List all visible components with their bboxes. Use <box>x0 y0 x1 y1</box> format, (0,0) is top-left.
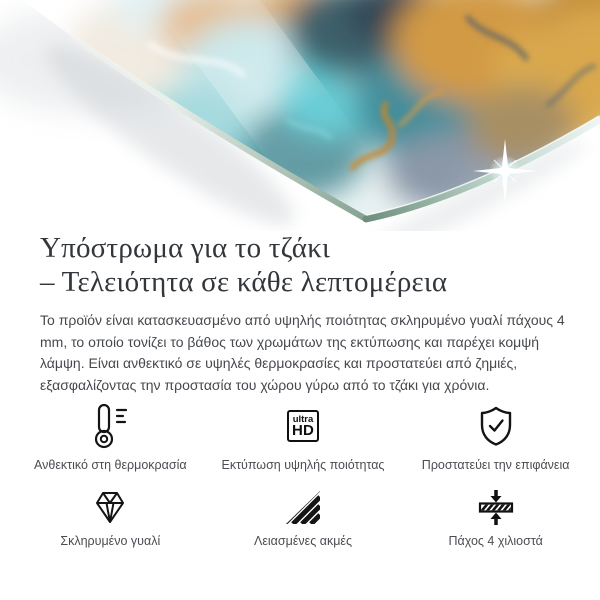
page-title-line2: – Τελειότητα σε κάθε λεπτομέρεια <box>40 266 448 298</box>
diamond-icon <box>91 489 129 526</box>
product-description: Το προϊόν είναι κατασκευασμένο από υψηλής ποιότητας σκληρυμένο γυαλί πάχους 4 mm, το οποίο τονίζει το βάθος των χρωμάτων της εκτύπωσης και παρέχει κομψή λάμψη. Είναι ανθεκτικό σε υψηλές θερμοκρασίες και προστατεύει από ζημιές, εξασφαλίζοντας την προστασία του χώρου γύρω από το τζάκι για χρόνια. <box>40 312 565 393</box>
feature-polished-edges <box>207 489 400 549</box>
feature-tempered-glass <box>14 489 207 549</box>
ultra-hd-badge-main: HD <box>291 422 315 439</box>
page-title-line1: Υπόστρωμα για το τζάκι <box>40 232 331 264</box>
glass-panel-artwork <box>0 0 600 231</box>
feature-ultra-hd-print <box>207 402 400 473</box>
page-title <box>40 231 566 299</box>
feature-label: Λειασμένες ακμές <box>253 534 352 548</box>
thickness-icon <box>477 489 515 526</box>
hero-product-image <box>0 0 600 231</box>
feature-thickness <box>399 489 592 549</box>
thermometer-icon <box>93 402 127 450</box>
shield-check-icon <box>480 402 512 450</box>
feature-label: Εκτύπωση υψηλής ποιότητας <box>221 458 385 472</box>
features-grid <box>14 402 592 549</box>
content-section <box>0 231 600 549</box>
feature-label: Σκληρυμένο γυαλί <box>60 534 161 548</box>
feature-surface-protection <box>399 402 592 473</box>
ultra-hd-icon <box>287 402 319 450</box>
feature-heat-resistant <box>14 402 207 473</box>
ultra-hd-badge-top: ultra <box>292 414 314 425</box>
feature-label: Προστατεύει την επιφάνεια <box>421 458 570 472</box>
feature-label: Πάχος 4 χιλιοστά <box>448 534 543 548</box>
feature-label: Ανθεκτικό στη θερμοκρασία <box>34 458 187 472</box>
polished-edges-icon <box>286 489 320 526</box>
